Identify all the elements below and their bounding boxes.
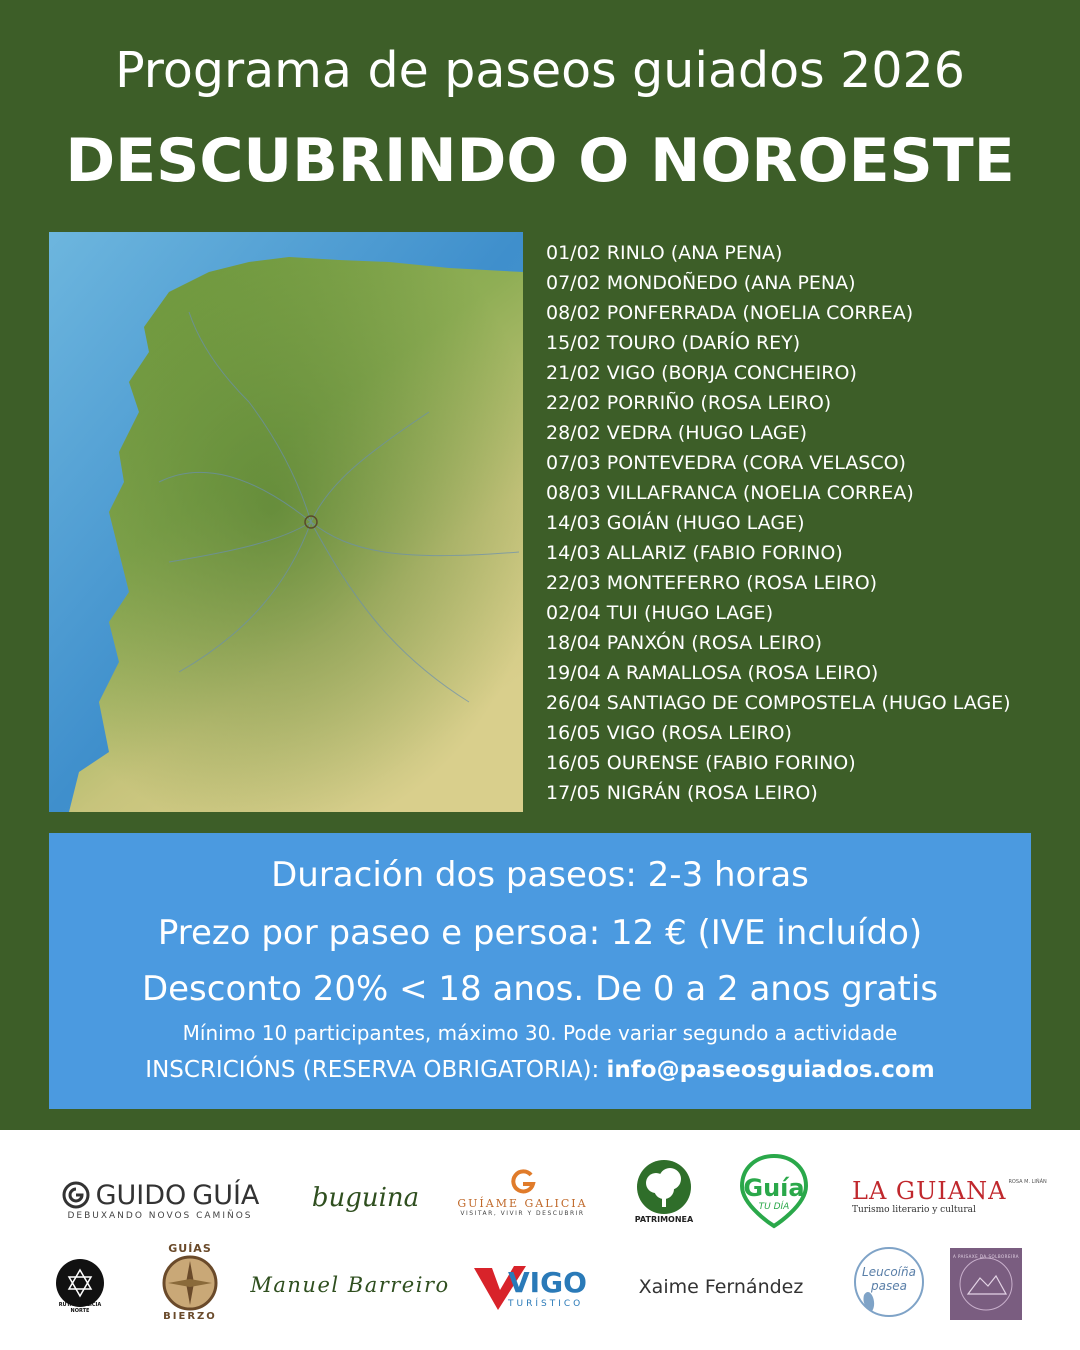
registration-line xyxy=(49,1057,1031,1083)
list-item: 22/03 MONTEFERRO (ROSA LEIRO) xyxy=(546,572,878,594)
logo-buguina: buguina xyxy=(311,1183,420,1213)
email-link[interactable]: info@paseosguiados.com xyxy=(606,1057,935,1083)
participants-text: Mínimo 10 participantes, máximo 30. Pode variar segundo a actividade xyxy=(182,1021,898,1045)
logo-patrimonea: PATRIMONEA xyxy=(630,1155,698,1227)
list-item: 22/02 PORRIÑO (ROSA LEIRO) xyxy=(546,392,832,414)
relief-map xyxy=(49,232,523,812)
list-item: 14/03 GOIÁN (HUGO LAGE) xyxy=(546,512,805,534)
list-item: 02/04 TUI (HUGO LAGE) xyxy=(546,602,774,624)
logo-guia-tu-dia: Guía TU DÍA xyxy=(733,1152,815,1230)
tree-icon xyxy=(634,1159,694,1215)
list-item: 21/02 VIGO (BORJA CONCHEIRO) xyxy=(546,362,857,384)
info-box xyxy=(49,833,1031,1109)
list-item: 18/04 PANXÓN (ROSA LEIRO) xyxy=(546,632,823,654)
list-item: 19/04 A RAMALLOSA (ROSA LEIRO) xyxy=(546,662,879,684)
logo-guido-guia: GUIDO GUÍA DEBUXANDO NOVOS CAMIÑOS xyxy=(55,1175,265,1225)
logo-guias-bierzo: GUÍAS BIERZO xyxy=(163,1242,217,1322)
guido-guia-icon xyxy=(61,1180,91,1210)
list-item: 16/05 OURENSE (FABIO FORINO) xyxy=(546,752,856,774)
logo-rutas-galicia-norte: BORIS VILAS RUTAS GALICIA NORTE xyxy=(55,1245,105,1320)
compass-icon xyxy=(162,1255,218,1311)
logo-vigo-turistico: VIGO TURÍSTICO xyxy=(470,1260,590,1316)
list-item: 08/03 VILLAFRANCA (NOELIA CORREA) xyxy=(546,482,914,504)
logo-a-paisaxe: A PAISAXE DA SOLBOREIRA xyxy=(950,1248,1022,1320)
list-item: 08/02 PONFERRADA (NOELIA CORREA) xyxy=(546,302,914,324)
list-item: 14/03 ALLARIZ (FABIO FORINO) xyxy=(546,542,843,564)
duration-text: Duración dos paseos: 2-3 horas xyxy=(271,855,809,895)
registration-label: INSCRICIÓNS (RESERVA OBRIGATORIA): xyxy=(145,1057,607,1083)
logo-xaime-fernandez: Xaime Fernández xyxy=(638,1276,804,1298)
logo-leucoina-pasea: Leucoíña pasea xyxy=(852,1245,926,1319)
sponsor-logos xyxy=(0,1130,1080,1350)
list-item: 07/03 PONTEVEDRA (CORA VELASCO) xyxy=(546,452,906,474)
page-subtitle: DESCUBRINDO O NOROESTE xyxy=(65,126,1015,196)
hexagram-icon xyxy=(55,1258,105,1308)
list-item: 26/04 SANTIAGO DE COMPOSTELA (HUGO LAGE) xyxy=(546,692,1011,714)
walk-schedule-list xyxy=(546,238,1066,808)
list-item: 17/05 NIGRÁN (ROSA LEIRO) xyxy=(546,782,818,804)
list-item: 16/05 VIGO (ROSA LEIRO) xyxy=(546,722,792,744)
price-text: Prezo por paseo e persoa: 12 € (IVE incluído) xyxy=(157,913,923,953)
list-item: 01/02 RINLO (ANA PENA) xyxy=(546,242,783,264)
logo-la-guiana: LA GUIANA ROSA M. LIÑÁN Turismo literario y cultural xyxy=(852,1177,1047,1215)
logo-guiame-galicia: GUÍAME GALICIA VISITAR, VIVIR Y DESCUBRIR xyxy=(455,1162,590,1222)
list-item: 28/02 VEDRA (HUGO LAGE) xyxy=(546,422,808,444)
list-item: 15/02 TOURO (DARÍO REY) xyxy=(546,332,801,354)
discount-text: Desconto 20% < 18 anos. De 0 a 2 anos gratis xyxy=(141,969,939,1009)
page-title: Programa de paseos guiados 2026 xyxy=(115,42,965,99)
guiame-g-icon xyxy=(509,1167,537,1197)
logo-manuel-barreiro: Manuel Barreiro xyxy=(250,1273,450,1297)
list-item: 07/02 MONDOÑEDO (ANA PENA) xyxy=(546,272,856,294)
